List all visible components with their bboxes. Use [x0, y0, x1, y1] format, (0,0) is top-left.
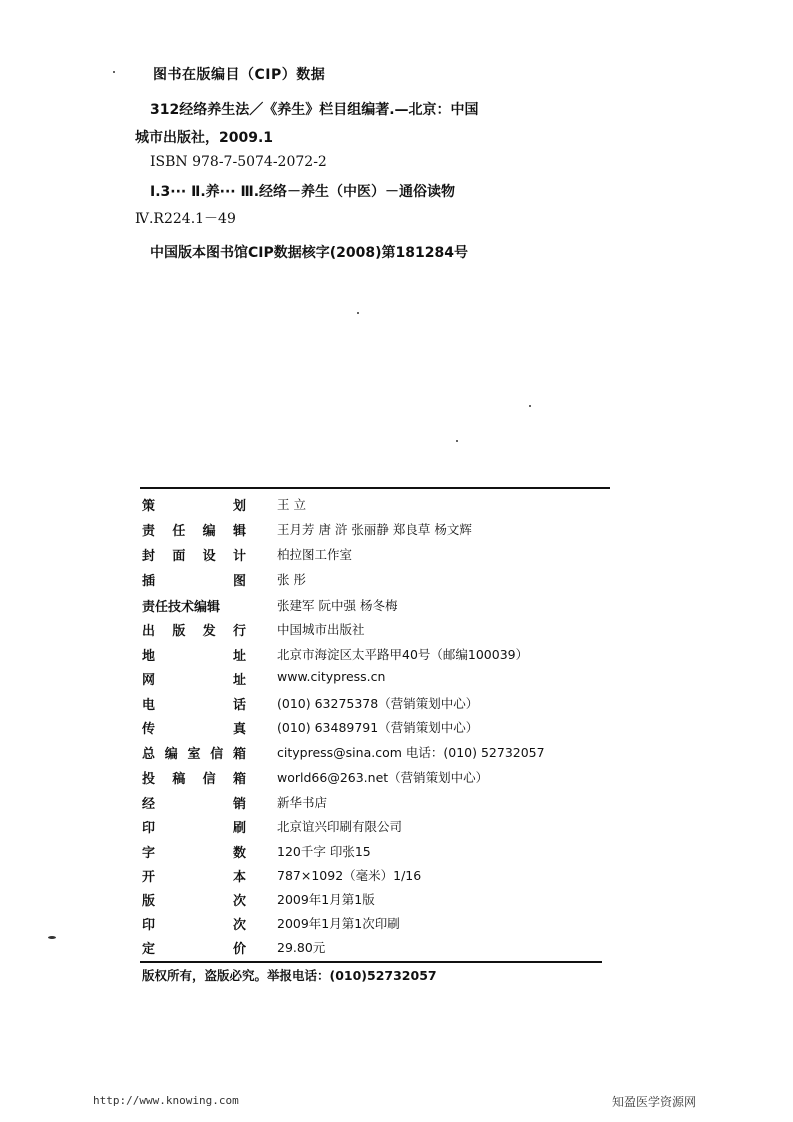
- spec-row: [142, 914, 612, 936]
- spec-label-char: 划: [232, 499, 246, 514]
- spec-row: [142, 620, 612, 642]
- scan-speck: [456, 440, 458, 442]
- copyright-notice: 版权所有，盗版必究。举报电话：(010)52732057: [142, 968, 437, 983]
- spec-label: [142, 866, 246, 888]
- spec-label: [142, 768, 246, 790]
- spec-row: [142, 768, 612, 790]
- spec-value: 王月芳 唐 浒 张丽静 郑良草 杨文辉: [277, 522, 472, 537]
- spec-label-char: 话: [232, 698, 246, 713]
- cip-line-publisher: 城市出版社，2009.1: [135, 130, 274, 146]
- spec-label-char: 销: [232, 797, 246, 812]
- cip-line-classification: Ⅳ.R224.1－49: [135, 211, 236, 227]
- spec-label-char: 责: [142, 524, 156, 539]
- spec-row: [142, 866, 612, 888]
- spec-label-char: 插: [142, 574, 156, 589]
- spec-row: [142, 842, 612, 864]
- spec-label-char: 价: [232, 942, 246, 957]
- spec-label-char: 网: [142, 673, 156, 688]
- spec-label-char: 地: [142, 649, 156, 664]
- spec-label-char: 总: [142, 747, 156, 762]
- spec-label-char: 址: [232, 673, 246, 688]
- spec-label-char: 计: [232, 549, 246, 564]
- spec-label: [142, 520, 246, 542]
- spec-value: 张 彤: [277, 572, 306, 587]
- spec-value: 29.80元: [277, 940, 326, 955]
- spec-value: 120千字 印张15: [277, 844, 371, 859]
- spec-label-char: 封: [142, 549, 156, 564]
- scan-speck: [48, 936, 56, 939]
- spec-row: [142, 669, 612, 691]
- cip-line-record-number: 中国版本图书馆CIP数据核字(2008)第181284号: [150, 245, 468, 261]
- spec-value: world66@263.net（营销策划中心）: [277, 770, 489, 785]
- spec-label: [142, 743, 246, 765]
- spec-label-char: 字: [142, 846, 156, 861]
- spec-label-char: 传: [142, 722, 156, 737]
- spec-row: [142, 743, 612, 765]
- spec-label-char: 箱: [232, 772, 246, 787]
- spec-label: [142, 938, 246, 960]
- scan-speck: [357, 312, 359, 314]
- spec-label-char: 任: [172, 524, 186, 539]
- cip-heading: 图书在版编目（CIP）数据: [153, 67, 326, 83]
- spec-label-char: 版: [142, 894, 156, 909]
- spec-label-char: 开: [142, 870, 156, 885]
- spec-label: [142, 596, 246, 618]
- spec-label-char: 投: [142, 772, 156, 787]
- spec-label: [142, 545, 246, 567]
- table-bottom-rule: [140, 961, 602, 963]
- spec-value: (010) 63489791（营销策划中心）: [277, 720, 479, 735]
- spec-label: [142, 694, 246, 716]
- spec-row: [142, 495, 612, 517]
- spec-label-char: 设: [202, 549, 216, 564]
- spec-label-char: 行: [232, 624, 246, 639]
- spec-value: 中国城市出版社: [277, 622, 365, 637]
- spec-label: [142, 842, 246, 864]
- spec-label-char: 面: [172, 549, 186, 564]
- spec-row: [142, 596, 612, 618]
- spec-value: 787×1092（毫米）1/16: [277, 868, 422, 883]
- spec-label-char: 址: [232, 649, 246, 664]
- spec-label: [142, 793, 246, 815]
- spec-label: [142, 645, 246, 667]
- spec-label-char: 信: [210, 747, 224, 762]
- spec-row: [142, 520, 612, 542]
- spec-value: (010) 63275378（营销策划中心）: [277, 696, 479, 711]
- scan-speck: [529, 405, 531, 407]
- spec-label: [142, 669, 246, 691]
- spec-row: [142, 938, 612, 960]
- spec-label-char: 定: [142, 942, 156, 957]
- spec-label-char: 次: [232, 894, 246, 909]
- spec-value: 新华书店: [277, 795, 328, 810]
- spec-label-char: 印: [142, 918, 156, 933]
- spec-label-char: 出: [142, 624, 156, 639]
- spec-label-char: 策: [142, 499, 156, 514]
- spec-label-char: 图: [232, 574, 246, 589]
- spec-label: [142, 914, 246, 936]
- spec-value: 王 立: [277, 497, 306, 512]
- spec-label-char: 印: [142, 821, 156, 836]
- spec-label-char: 本: [232, 870, 246, 885]
- spec-label-char: 数: [232, 846, 246, 861]
- spec-label-char: 次: [232, 918, 246, 933]
- cip-line-title: 312经络养生法／《养生》栏目组编著.—北京：中国: [150, 102, 479, 118]
- cip-line-isbn: ISBN 978-7-5074-2072-2: [150, 154, 327, 170]
- spec-label-char: 室: [187, 747, 201, 762]
- spec-label-char: 辑: [232, 524, 246, 539]
- spec-label: [142, 495, 246, 517]
- spec-label-char: 箱: [232, 747, 246, 762]
- scan-speck: [113, 71, 115, 73]
- spec-value: 北京谊兴印刷有限公司: [277, 819, 403, 834]
- footer-site-name: 知盈医学资源网: [612, 1095, 697, 1109]
- spec-row: [142, 570, 612, 592]
- spec-row: [142, 890, 612, 912]
- spec-label-char: 信: [202, 772, 216, 787]
- spec-row: [142, 645, 612, 667]
- table-top-rule: [140, 487, 610, 489]
- spec-label-char: 版: [172, 624, 186, 639]
- footer-url: http://www.knowing.com: [93, 1094, 239, 1107]
- spec-label-char: 刷: [232, 821, 246, 836]
- spec-label: [142, 570, 246, 592]
- spec-label-char: 编: [164, 747, 178, 762]
- spec-label: [142, 890, 246, 912]
- cip-line-subjects: Ⅰ.3··· Ⅱ.养··· Ⅲ.经络－养生（中医）－通俗读物: [150, 184, 456, 200]
- spec-value: citypress@sina.com 电话：(010) 52732057: [277, 745, 545, 760]
- spec-row: [142, 793, 612, 815]
- spec-label-char: 经: [142, 797, 156, 812]
- spec-label-char: 电: [142, 698, 156, 713]
- spec-label: [142, 817, 246, 839]
- spec-value: www.citypress.cn: [277, 669, 386, 684]
- spec-value: 张建军 阮中强 杨冬梅: [277, 598, 398, 613]
- spec-row: [142, 694, 612, 716]
- spec-label-char: 编: [202, 524, 216, 539]
- spec-label-char: 责任技术编辑: [142, 600, 221, 615]
- spec-label-char: 稿: [172, 772, 186, 787]
- spec-value: 北京市海淀区太平路甲40号（邮编100039）: [277, 647, 529, 662]
- spec-label-char: 发: [202, 624, 216, 639]
- spec-row: [142, 718, 612, 740]
- spec-value: 柏拉图工作室: [277, 547, 353, 562]
- spec-row: [142, 545, 612, 567]
- spec-label: [142, 718, 246, 740]
- spec-row: [142, 817, 612, 839]
- spec-label-char: 真: [232, 722, 246, 737]
- spec-label: [142, 620, 246, 642]
- spec-value: 2009年1月第1次印刷: [277, 916, 400, 931]
- spec-value: 2009年1月第1版: [277, 892, 375, 907]
